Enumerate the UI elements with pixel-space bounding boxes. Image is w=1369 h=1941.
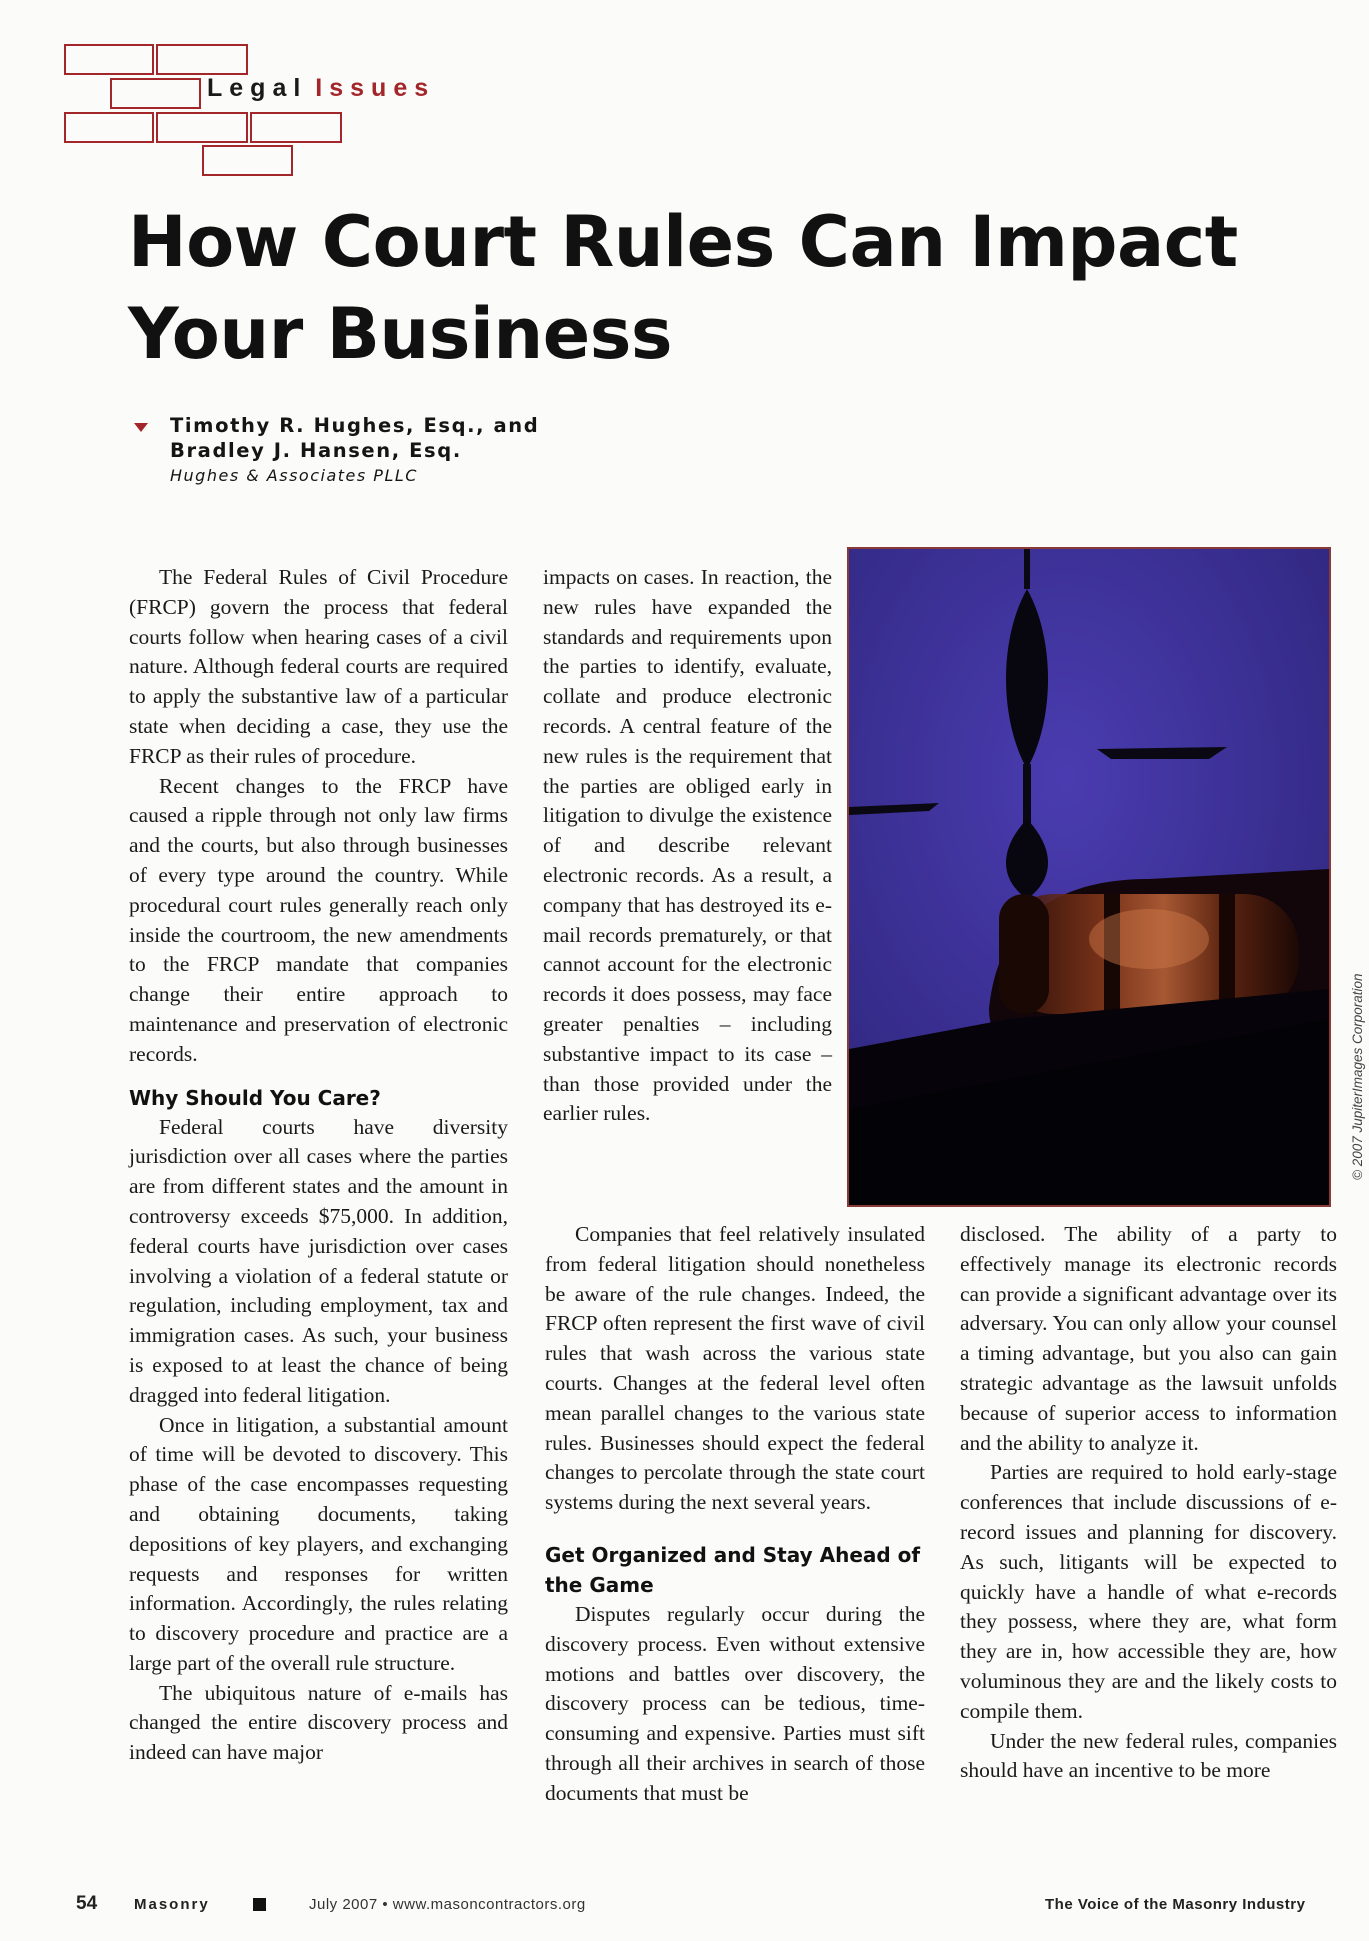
article-column-1 bbox=[129, 563, 508, 1768]
subheading: Why Should You Care? bbox=[129, 1085, 381, 1110]
issue-date-and-url: July 2007 • www.masoncontractors.org bbox=[309, 1896, 586, 1913]
photo-credit: © 2007 JupiterImages Corporation bbox=[1350, 973, 1365, 1180]
article-column-2-upper bbox=[543, 563, 832, 1129]
gavel-scales-photo bbox=[847, 547, 1331, 1207]
logo-brick bbox=[110, 78, 201, 109]
paragraph: The Federal Rules of Civil Procedure (FRCP) govern the process that federal courts follow when hearing cases of a civil nature. Although federal courts are required to apply the substantive law of a particular state when deciding a case, they use the FRCP as their rules of procedure. bbox=[129, 565, 508, 768]
article-headline: How Court Rules Can Impact Your Business bbox=[128, 201, 1238, 375]
magazine-name: Masonry bbox=[134, 1896, 210, 1913]
footer-square-icon bbox=[253, 1898, 266, 1911]
gavel-scales-illustration bbox=[849, 549, 1329, 1205]
paragraph: disclosed. The ability of a party to effectively manage its electronic records can provide a significant advantage over its adversary. You can only allow your counsel a timing advantage, but you also can gain strategic advantage as the lawsuit unfolds because of superior access to information and the ability to analyze it. bbox=[960, 1222, 1337, 1455]
byline-firm: Hughes & Associates PLLC bbox=[170, 466, 418, 485]
article-column-2-lower bbox=[545, 1220, 925, 1809]
paragraph: Companies that feel relatively insulated from federal litigation should nonetheless be aware of the rule changes. Indeed, the FRCP often represent the first wave of civil rules that wash across the various state courts. Changes at the federal level often mean parallel changes to the various state rules. Businesses should expect the federal changes to percolate through the state court systems during the next several years. bbox=[545, 1222, 925, 1515]
logo-brick bbox=[64, 112, 154, 143]
paragraph: Once in litigation, a substantial amount of time will be devoted to discovery. This phase of the case encompasses requesting and obtaining documents, taking depositions of key players, and exchanging requests and responses for written information. Accordingly, the rules relating to discovery procedure and practice are a large part of the overall rule structure. bbox=[129, 1412, 508, 1675]
paragraph: impacts on cases. In reaction, the new rules have expanded the standards and requirements upon the parties to identify, evaluate, collate and produce electronic records. A central feature of the new rules is the requirement that the parties are obliged early in litigation to divulge the existence of and describe relevant electronic records. As a result, a company that has destroyed its e-mail records prematurely, or that cannot account for the electronic records it does possess, may face greater penalties – including substantive impact to its case – than those provided under the earlier rules. bbox=[543, 565, 832, 1126]
paragraph: The ubiquitous nature of e-mails has changed the entire discovery process and indeed can have major bbox=[129, 1680, 508, 1765]
logo-brick bbox=[156, 44, 248, 75]
paragraph: Under the new federal rules, companies should have an incentive to be more bbox=[960, 1728, 1337, 1783]
byline-marker-icon bbox=[134, 423, 148, 432]
paragraph: Disputes regularly occur during the discovery process. Even without extensive motions and battles over discovery, the discovery process can be tedious, time-consuming and expensive. Parties must sift through all their archives in search of those documents that must be bbox=[545, 1601, 925, 1805]
logo-brick bbox=[250, 112, 342, 143]
subheading: Get Organized and Stay Ahead of the Game bbox=[545, 1542, 921, 1597]
article-column-3 bbox=[960, 1220, 1337, 1786]
paragraph: Recent changes to the FRCP have caused a ripple through not only law firms and the courts, but also through businesses of every type around the country. While procedural court rules generally reach only inside the courtroom, the new amendments to the FRCP mandate that companies change their entire approach to maintenance and preservation of electronic records. bbox=[129, 773, 508, 1066]
logo-brick bbox=[202, 145, 293, 176]
page-number: 54 bbox=[76, 1893, 98, 1914]
section-label-word2: Issues bbox=[315, 74, 436, 102]
paragraph: Parties are required to hold early-stage conferences that include discussions of e-record issues and planning for discovery. As such, litigants will be expected to quickly have a handle of what e-records they possess, where they are, what form they are in, how accessible they are, how voluminous they are and the likely costs to compile them. bbox=[960, 1460, 1337, 1723]
byline-authors-line2: Bradley J. Hansen, Esq. bbox=[170, 439, 462, 462]
section-label-word1: Legal bbox=[207, 74, 308, 102]
logo-brick bbox=[64, 44, 154, 75]
byline-authors-line1: Timothy R. Hughes, Esq., and bbox=[170, 414, 540, 437]
byline bbox=[170, 413, 539, 488]
paragraph: Federal courts have diversity jurisdiction over all cases where the parties are from different states and the amount in controversy exceeds $75,000. In addition, federal courts have jurisdiction over cases involving a violation of a federal statute or regulation, including employment, tax and immigration cases. As such, your business is exposed to at least the chance of being dragged into federal litigation. bbox=[129, 1114, 508, 1407]
magazine-tagline: The Voice of the Masonry Industry bbox=[1045, 1896, 1306, 1913]
logo-brick bbox=[156, 112, 248, 143]
section-label bbox=[207, 74, 435, 103]
